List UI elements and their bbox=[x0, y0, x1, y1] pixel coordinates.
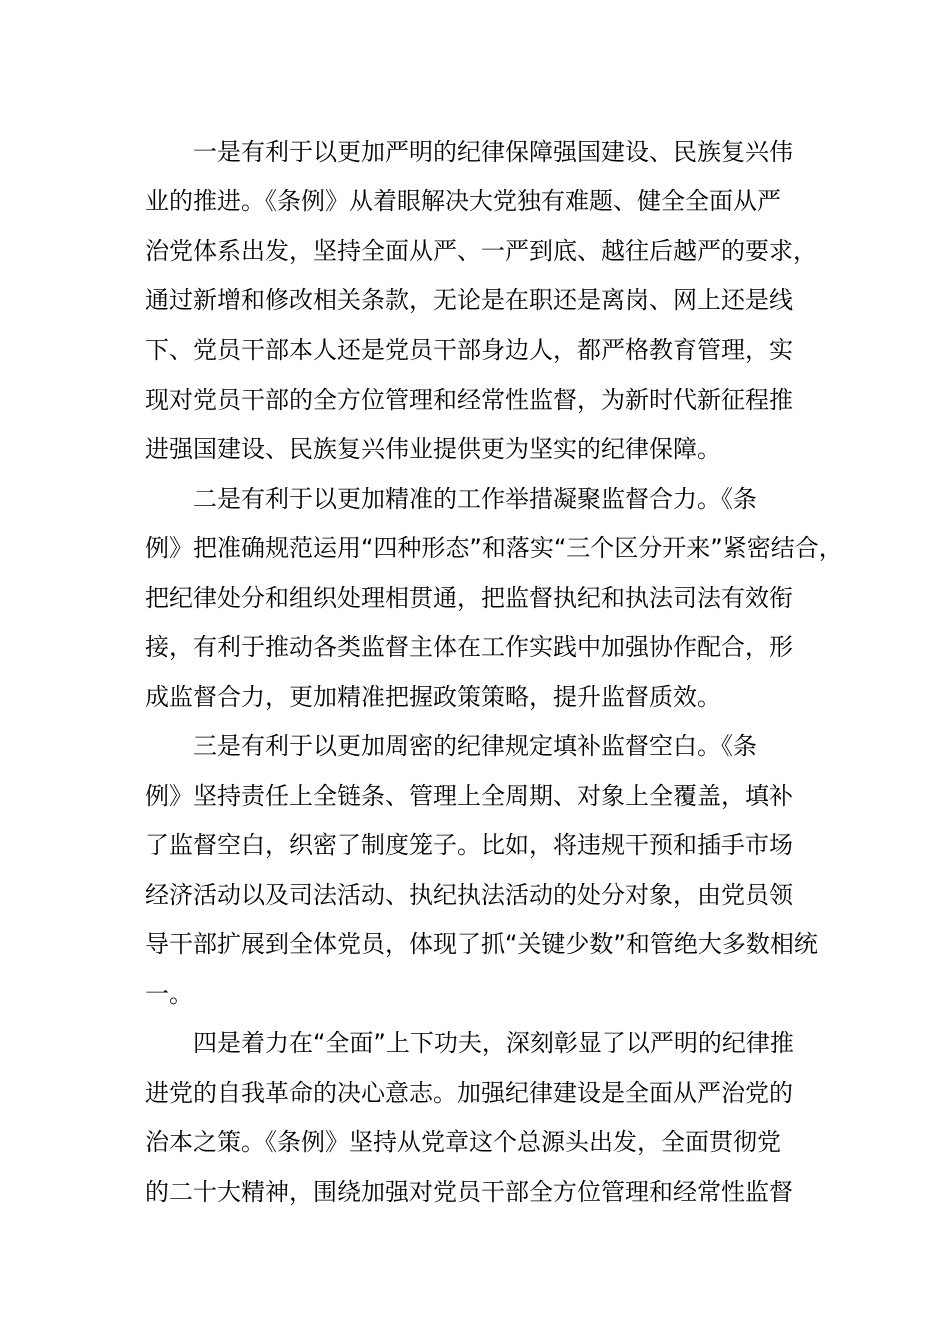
paragraph-2-line-3: 把纪律处分和组织处理相贯通，把监督执纪和执法司法有效衔 bbox=[145, 584, 793, 612]
paragraph-1-line-4: 通过新增和修改相关条款，无论是在职还是离岗、网上还是线 bbox=[145, 286, 793, 314]
paragraph-2-line-2: 例》把准确规范运用“四种形态”和落实“三个区分开来”紧密结合， bbox=[145, 534, 843, 562]
paragraph-2-line-1: 二是有利于以更加精准的工作举措凝聚监督合力。《条 bbox=[193, 485, 757, 513]
paragraph-1-line-5: 下、党员干部本人还是党员干部身边人，都严格教育管理，实 bbox=[145, 336, 793, 364]
paragraph-4-line-2: 进党的自我革命的决心意志。加强纪律建设是全面从严治党的 bbox=[145, 1079, 793, 1107]
paragraph-1-line-6: 现对党员干部的全方位管理和经常性监督，为新时代新征程推 bbox=[145, 386, 793, 414]
paragraph-2-line-4: 接，有利于推动各类监督主体在工作实践中加强协作配合，形 bbox=[145, 633, 793, 661]
paragraph-3-line-1: 三是有利于以更加周密的纪律规定填补监督空白。《条 bbox=[193, 732, 757, 760]
paragraph-3-line-6: 一。 bbox=[145, 980, 193, 1008]
paragraph-1-line-3: 治党体系出发，坚持全面从严、一严到底、越往后越严的要求， bbox=[145, 237, 817, 265]
paragraph-4-line-3: 治本之策。《条例》坚持从党章这个总源头出发，全面贯彻党 bbox=[145, 1128, 781, 1156]
paragraph-4-line-4: 的二十大精神，围绕加强对党员干部全方位管理和经常性监督 bbox=[145, 1178, 793, 1206]
paragraph-3-line-5: 导干部扩展到全体党员，体现了抓“关键少数”和管绝大多数相统 bbox=[145, 930, 818, 958]
paragraph-2-line-5: 成监督合力，更加精准把握政策策略，提升监督质效。 bbox=[145, 683, 721, 711]
paragraph-1-line-1: 一是有利于以更加严明的纪律保障强国建设、民族复兴伟 bbox=[193, 138, 793, 166]
paragraph-3-line-2: 例》坚持责任上全链条、管理上全周期、对象上全覆盖，填补 bbox=[145, 782, 793, 810]
paragraph-3-line-4: 经济活动以及司法活动、执纪执法活动的处分对象，由党员领 bbox=[145, 881, 793, 909]
paragraph-4-line-1: 四是着力在“全面”上下功夫，深刻彰显了以严明的纪律推 bbox=[193, 1029, 794, 1057]
paragraph-1-line-7: 进强国建设、民族复兴伟业提供更为坚实的纪律保障。 bbox=[145, 435, 721, 463]
paragraph-3-line-3: 了监督空白，织密了制度笼子。比如，将违规干预和插手市场 bbox=[145, 831, 793, 859]
paragraph-1-line-2: 业的推进。《条例》从着眼解决大党独有难题、健全全面从严 bbox=[145, 187, 781, 215]
